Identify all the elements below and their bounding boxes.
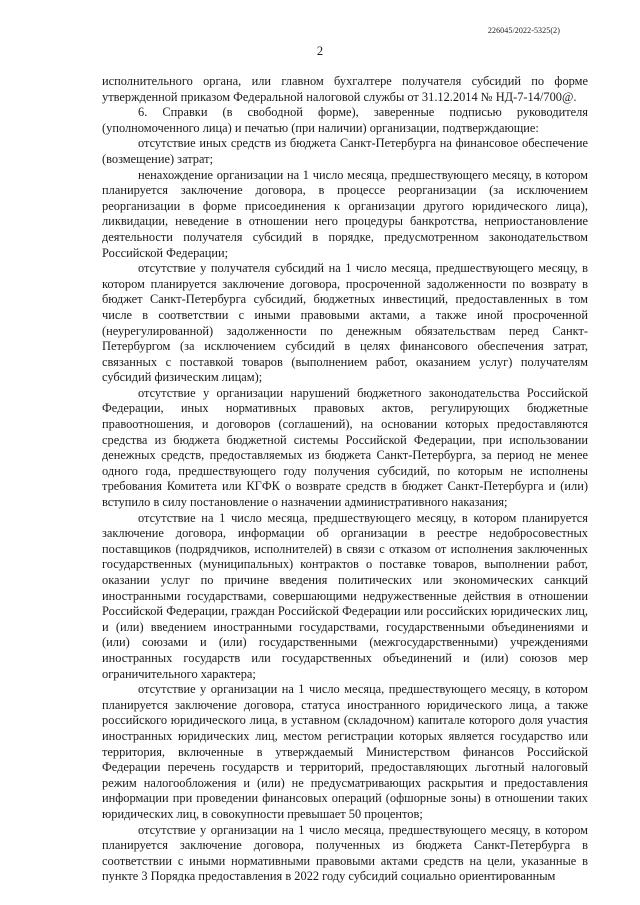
paragraph-not-in-registry: отсутствие на 1 число месяца, предшествующего месяцу, в котором планируется заключение договора, информации об организации в реестре недобросовестных поставщиков (подрядчиков, исполнителей) в связи с отказом от исполнения заключенных государственных (муниципальных) контрактов о поставке товаров, выполнении работ, оказании услуг по причине введения политических или экономических санкций иностранными государствами, совершающими недружественные действия в отношении Российской Федерации, граждан Российской Федерации или российских юридических лиц, и (или) введением иностранными государствами, государственными объединениями и (или) союзами и (или) государственными (межгосударственными) учреждениями иностранных государств или государственных объединений и (или) союзов мер ограничительного характера; [102, 510, 588, 681]
document-body [102, 74, 588, 885]
paragraph-no-other-budget-funds: отсутствие у организации на 1 число месяца, предшествующего месяцу, в котором планируется заключение договора, полученных из бюджета Санкт-Петербурга в соответствии с иными нормативными правовыми актами средств на цели, указанные в пункте 3 Порядка предоставления в 2022 году субсидий социально ориентированным [102, 822, 588, 884]
paragraph-no-other-funds: отсутствие иных средств из бюджета Санкт-Петербурга на финансовое обеспечение (возмещение) затрат; [102, 136, 588, 166]
paragraph-item-6: 6. Справки (в свободной форме), заверенные подписью руководителя (уполномоченного лица) и печатью (при наличии) организации, подтверждающие: [102, 105, 588, 135]
paragraph-continuation: исполнительного органа, или главном бухгалтере получателя субсидий по форме утвержденной приказом Федеральной налоговой службы от 31.12.2014 № НД-7-14/700@. [102, 74, 588, 104]
paragraph-no-budget-violations: отсутствие у организации нарушений бюджетного законодательства Российской Федерации, иных нормативных правовых актов, регулирующих бюджетные правоотношения, и договоров (соглашений), на основании которых предоставляются средства из бюджета бюджетной системы Российской Федерации, при использовании денежных средств, предоставляемых из бюджета Санкт-Петербурга, за период не менее одного года, предшествующего году получения субсидий, по которым не исполнены требования Комитета или КГФК о возврате средств в бюджет Санкт-Петербурга и (или) вступило в силу постановление о назначении административного наказания; [102, 385, 588, 510]
paragraph-no-reorganization: ненахождение организации на 1 число месяца, предшествующего месяцу, в котором планируется заключение договора, в процессе реорганизации (за исключением реорганизации в форме присоединения к организации другого юридического лица), ликвидации, неведение в отношении него процедуры банкротства, неприостановление деятельности получателя субсидий в порядке, предусмотренном законодательством Российской Федерации; [102, 167, 588, 260]
paragraph-no-overdue-debt: отсутствие у получателя субсидий на 1 число месяца, предшествующего месяцу, в котором планируется заключение договора, просроченной задолженности по возврату в бюджет Санкт-Петербурга субсидий, бюджетных инвестиций, предоставленных в том числе в соответствии с иными правовыми актами, а также иной просроченной (неурегулированной) задолженности по денежным обязательствам перед Санкт-Петербургом (за исключением субсидий в целях финансового обеспечения затрат, связанных с поставкой товаров (выполнением работ, оказанием услуг) получателям субсидий физическим лицам); [102, 261, 588, 385]
page-number: 2 [316, 44, 324, 58]
paragraph-not-foreign-entity: отсутствие у организации на 1 число месяца, предшествующего месяцу, в котором планируется заключение договора, статуса иностранного юридического лица, а также российского юридического лица, в уставном (складочном) капитале которого доля участия иностранных юридических лиц, местом регистрации которых является государство или территория, включенные в утверждаемый Министерством финансов Российской Федерации перечень государств и территорий, предоставляющих льготный налоговый режим налогообложения и (или) не предусматривающих раскрытия и предоставления информации при проведении финансовых операций (офшорные зоны) в отношении таких юридических лиц, в совокупности превышает 50 процентов; [102, 682, 588, 821]
document-registration-number: 226045/2022-5325(2) [487, 26, 560, 35]
